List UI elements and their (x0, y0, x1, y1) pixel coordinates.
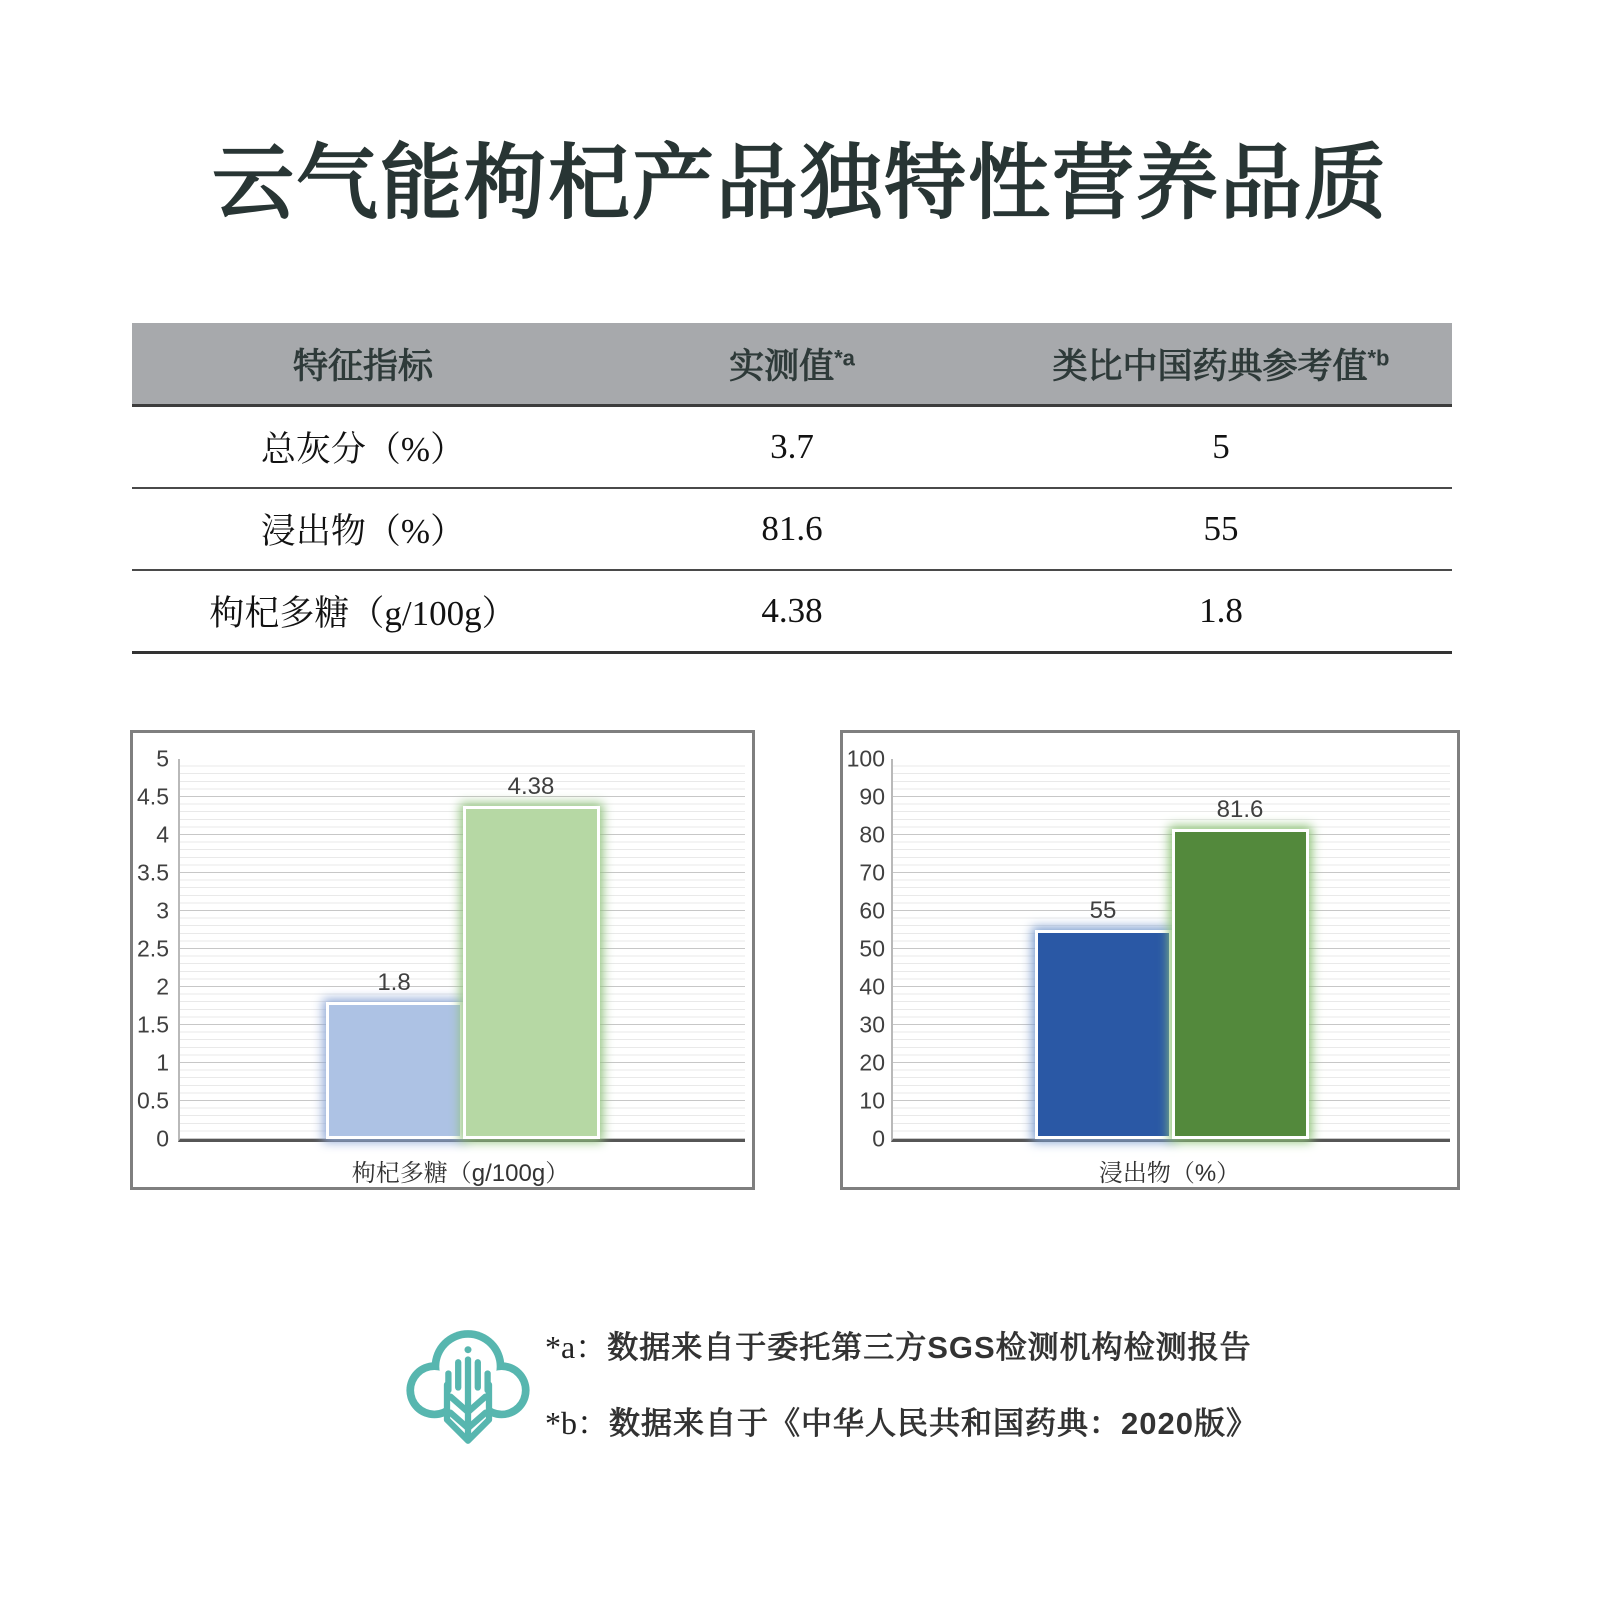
x-axis-label: 枸杞多糖（g/100g） (351, 1160, 570, 1187)
footnote-a-marker: *a： (545, 1329, 608, 1365)
footnote-a: *a：数据来自于委托第三方SGS检测机构检测报告 (545, 1329, 1252, 1365)
row-reference: 5 (1212, 427, 1230, 466)
table-header-reference: 类比中国药典参考值$^{*b}$ (1052, 344, 1390, 386)
bar-value-label: 81.6 (1216, 795, 1264, 823)
y-axis-ticks (843, 745, 885, 1152)
table-header-indicator: 特征指标 (292, 346, 433, 386)
extract-bar-chart (840, 730, 1460, 1190)
data-bar (463, 773, 600, 1139)
y-tick-label: 1 (156, 1049, 169, 1076)
y-tick-label: 70 (859, 859, 885, 886)
footnote-b-marker: *b： (545, 1405, 610, 1441)
plot-area (891, 759, 1450, 1142)
row-measured: 4.38 (761, 591, 823, 630)
sup-a: *a (834, 344, 855, 370)
footnote-b: *b：数据来自于《中华人民共和国药典：2020版》 (545, 1405, 1258, 1441)
page-title: 云气能枸杞产品独特性营养品质 (211, 138, 1388, 229)
y-tick-label: 100 (846, 745, 885, 772)
y-tick-label: 0.5 (137, 1087, 169, 1114)
y-tick-label: 4 (156, 821, 169, 848)
y-tick-label: 90 (859, 783, 885, 810)
data-bar (1035, 897, 1172, 1139)
y-tick-label: 0 (156, 1125, 169, 1152)
y-tick-label: 50 (859, 935, 885, 962)
y-tick-label: 3.5 (137, 859, 169, 886)
x-axis-label: 浸出物（%） (1098, 1160, 1241, 1187)
row-indicator: 枸杞多糖（g/100g） (209, 594, 517, 633)
nutrition-spec-table (132, 323, 1452, 654)
y-tick-label: 3 (156, 897, 169, 924)
y-tick-label: 10 (859, 1087, 885, 1114)
y-tick-label: 60 (859, 897, 885, 924)
y-tick-label: 2 (156, 973, 169, 1000)
y-axis-ticks (133, 745, 169, 1152)
y-tick-label: 1.5 (137, 1011, 169, 1038)
row-indicator: 浸出物（%） (260, 512, 466, 551)
table-row (132, 571, 1452, 654)
wheat-cloud-icon (398, 1316, 538, 1452)
table-header-row (132, 323, 1452, 407)
y-tick-label: 2.5 (137, 935, 169, 962)
polysaccharide-bar-chart (130, 730, 755, 1190)
y-tick-label: 4.5 (137, 783, 169, 810)
row-measured: 3.7 (770, 427, 814, 466)
y-tick-label: 80 (859, 821, 885, 848)
y-tick-label: 5 (156, 745, 169, 772)
data-bar (1172, 795, 1309, 1139)
sup-b: *b (1367, 344, 1390, 370)
y-tick-label: 0 (872, 1125, 885, 1152)
row-reference: 1.8 (1199, 591, 1243, 630)
y-tick-label: 40 (859, 973, 885, 1000)
plot-area (178, 759, 745, 1142)
bar-value-label: 1.8 (377, 969, 411, 997)
bar-value-label: 4.38 (507, 773, 555, 801)
row-measured: 81.6 (761, 509, 823, 548)
table-row (132, 407, 1452, 489)
table-header-measured: 实测值$^{*a}$ (729, 344, 855, 386)
row-indicator: 总灰分（%） (260, 430, 466, 469)
table-row (132, 489, 1452, 571)
y-tick-label: 30 (859, 1011, 885, 1038)
row-reference: 55 (1203, 509, 1239, 548)
data-bar (326, 969, 463, 1139)
y-tick-label: 20 (859, 1049, 885, 1076)
bar-value-label: 55 (1089, 897, 1117, 924)
